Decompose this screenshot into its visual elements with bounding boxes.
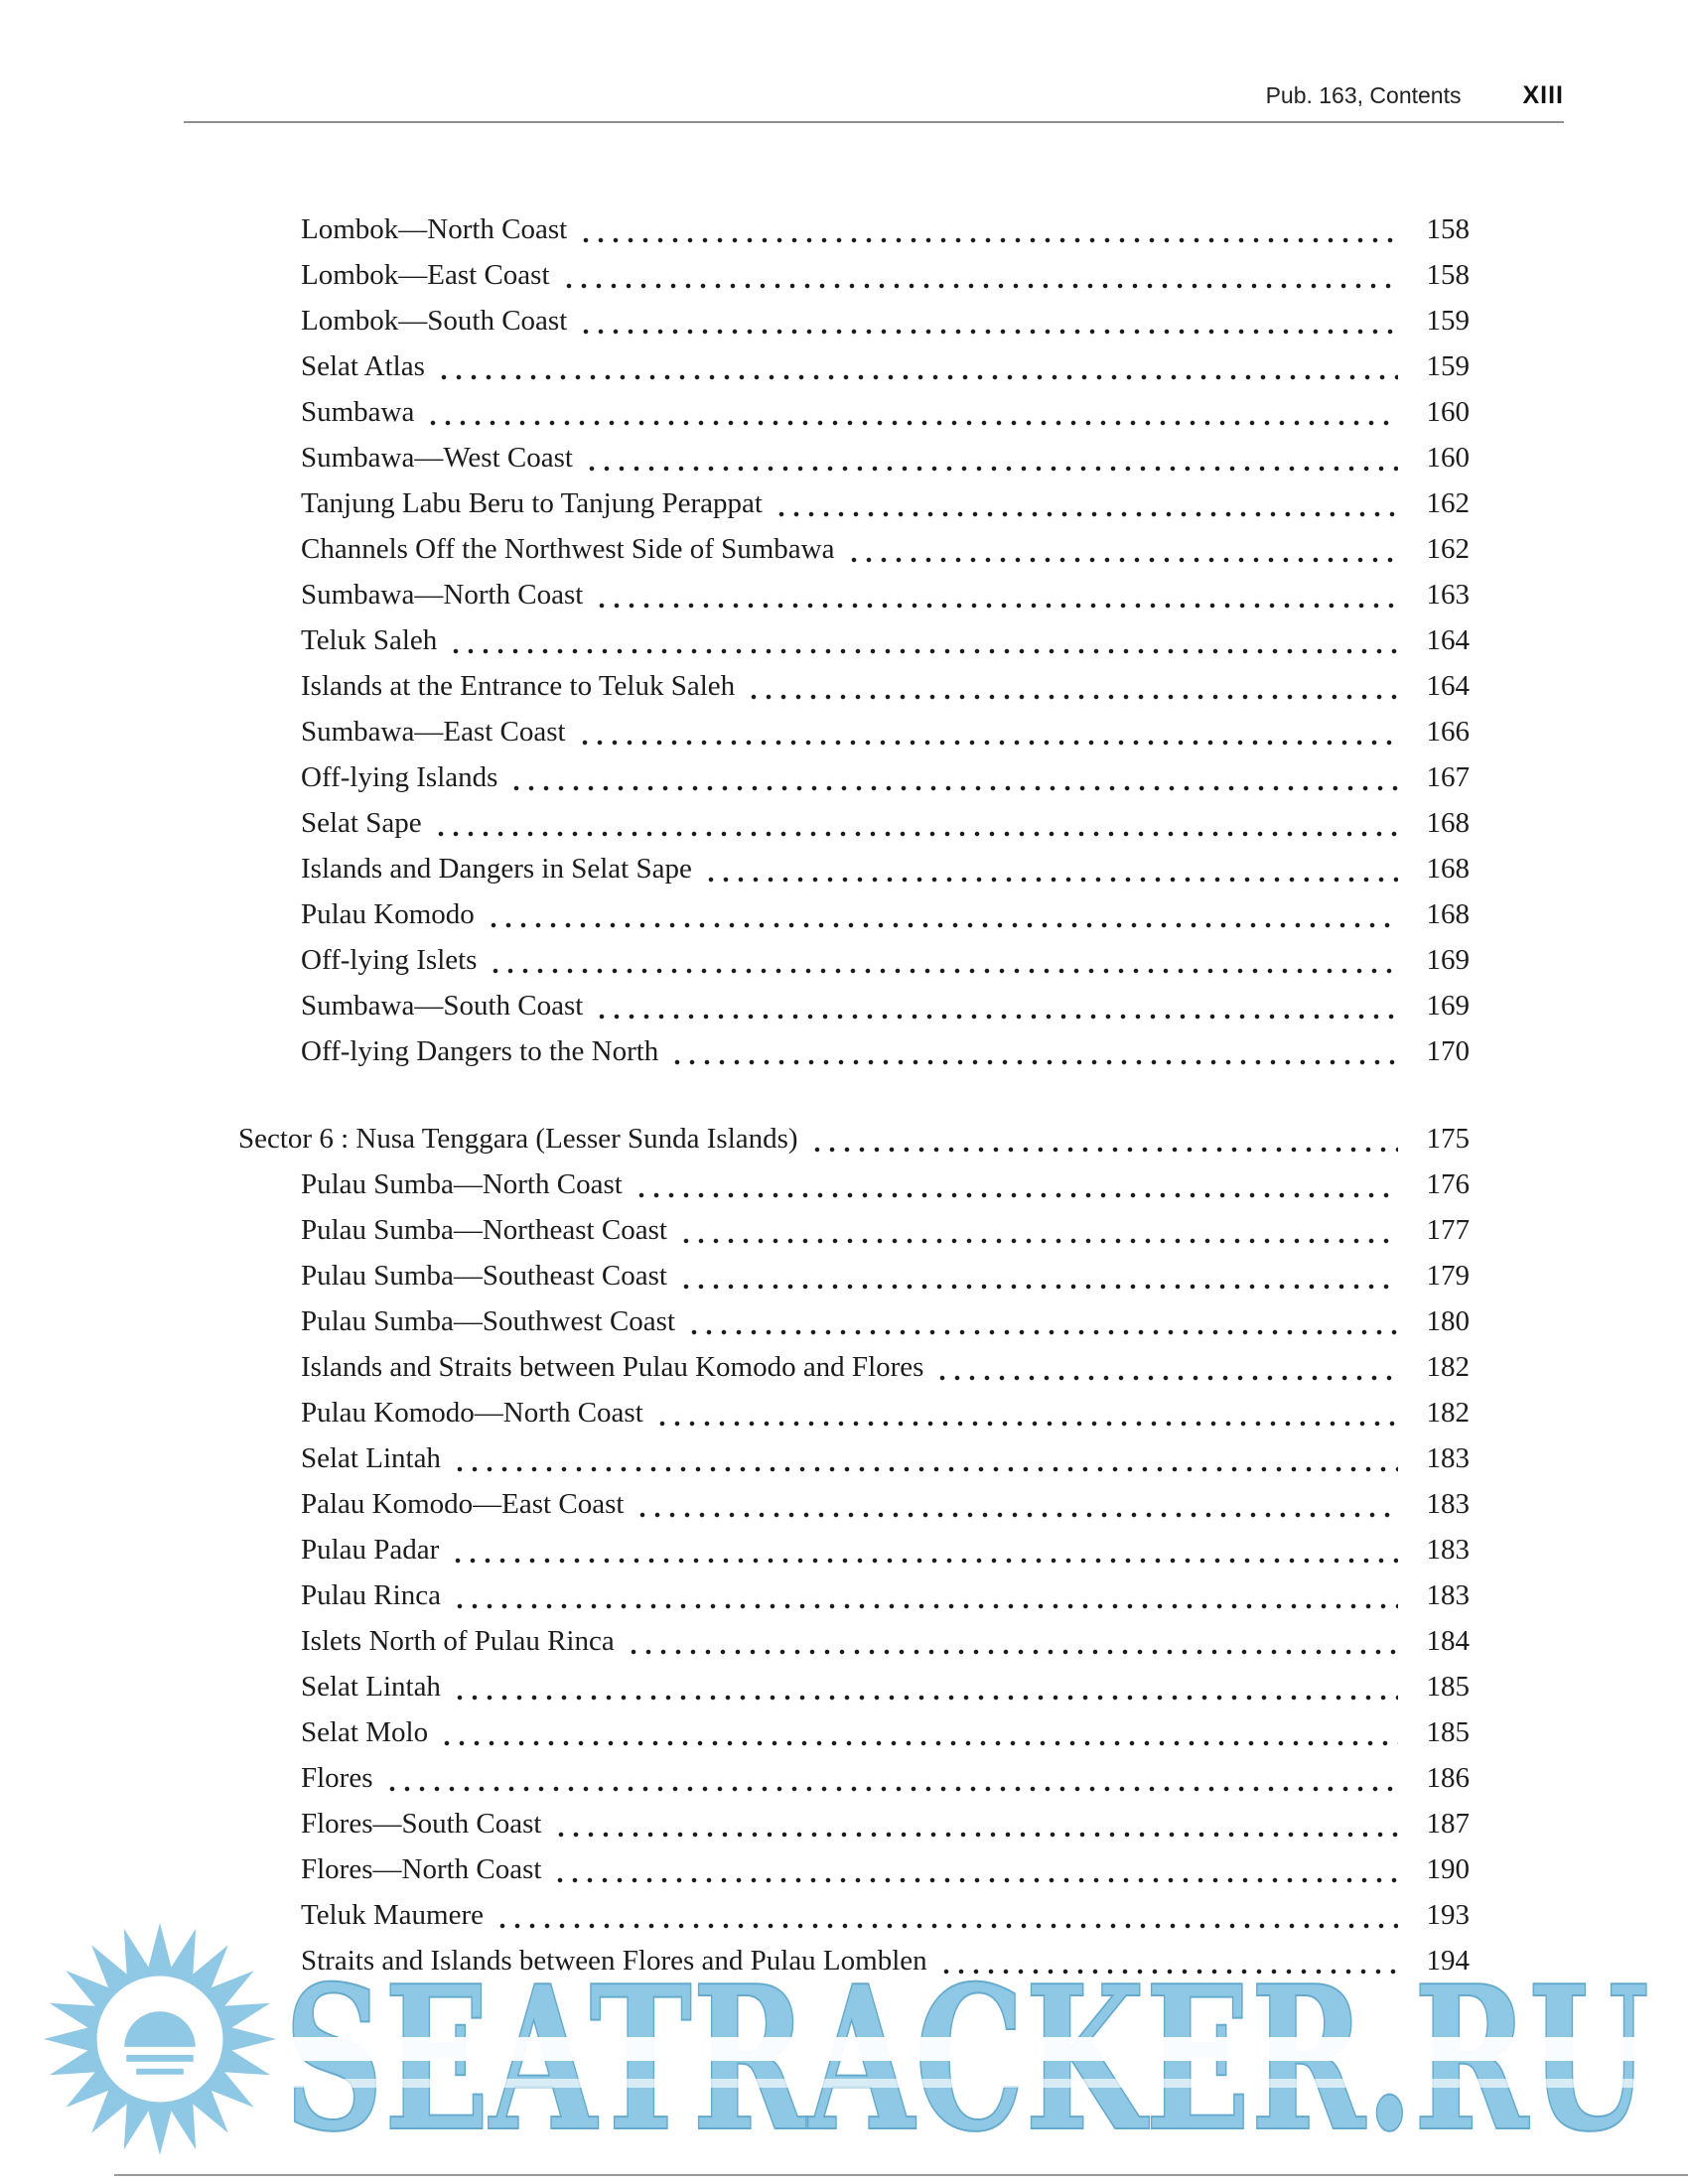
toc-entry-page-number: 190 — [1426, 1853, 1470, 1885]
dot-leader — [453, 1572, 1398, 1618]
toc-entry-page-number: 166 — [1426, 716, 1470, 748]
toc-entry — [238, 1664, 1470, 1709]
toc-entry-page-number: 169 — [1426, 944, 1470, 976]
dot-leader — [385, 1755, 1399, 1801]
toc-entry-page-number: 164 — [1426, 624, 1470, 656]
toc-entry-page-number: 175 — [1426, 1123, 1470, 1155]
dot-leader — [453, 1435, 1398, 1481]
toc-entry-title: Pulau Rinca — [301, 1579, 441, 1611]
toc-entry-title: Pulau Padar — [301, 1534, 440, 1566]
toc-section-entry — [238, 1116, 1470, 1161]
toc-entry-page-number: 182 — [1426, 1351, 1470, 1383]
toc-entry — [238, 1435, 1470, 1481]
toc-entry-title: Islands at the Entrance to Teluk Saleh — [301, 670, 736, 702]
dot-leader — [595, 572, 1398, 617]
toc-entry-page-number: 168 — [1426, 898, 1470, 930]
toc-entry-title: Pulau Sumba—Northeast Coast — [301, 1214, 667, 1246]
header-title: Pub. 163, Contents — [1265, 82, 1462, 108]
toc-entry-title: Off-lying Islets — [301, 944, 478, 976]
toc-entry-title: Lombok—South Coast — [301, 305, 568, 337]
dot-leader — [595, 983, 1398, 1028]
dot-leader — [679, 1207, 1398, 1253]
toc-entry-page-number: 183 — [1426, 1442, 1470, 1474]
toc-entry-title: Pulau Sumba—Southwest Coast — [301, 1305, 676, 1337]
dot-leader — [554, 1801, 1399, 1846]
toc-entry-page-number: 185 — [1426, 1716, 1470, 1748]
toc-entry — [238, 1253, 1470, 1298]
toc-entry-title: Sumbawa — [301, 396, 415, 428]
dot-leader — [487, 891, 1398, 937]
toc-entry — [238, 1801, 1470, 1846]
toc-entry-title: Selat Atlas — [301, 350, 425, 382]
dot-leader — [578, 709, 1398, 754]
dot-leader — [655, 1390, 1398, 1435]
toc-entry-title: Pulau Sumba—North Coast — [301, 1168, 623, 1200]
toc-entry-page-number: 187 — [1426, 1808, 1470, 1840]
toc-entry — [238, 937, 1470, 983]
toc-entry-page-number: 177 — [1426, 1214, 1470, 1246]
toc-entry — [238, 1298, 1470, 1344]
toc-entry — [238, 526, 1470, 572]
dot-leader — [509, 754, 1398, 800]
sun-logo-icon — [42, 1921, 278, 2157]
dot-leader — [489, 937, 1398, 983]
toc-entry — [238, 1161, 1470, 1207]
toc-entry — [238, 846, 1470, 891]
dot-leader — [635, 1481, 1398, 1527]
toc-entry-page-number: 186 — [1426, 1762, 1470, 1794]
toc-entry-title: Flores — [301, 1762, 373, 1794]
toc-entry-page-number: 160 — [1426, 396, 1470, 428]
toc-entry-page-number: 183 — [1426, 1534, 1470, 1566]
dot-leader — [670, 1028, 1398, 1074]
toc-entry — [238, 435, 1470, 480]
dot-leader — [579, 298, 1398, 343]
toc-entry-page-number: 162 — [1426, 487, 1470, 519]
toc-entry-title: Teluk Saleh — [301, 624, 438, 656]
dot-leader — [774, 480, 1398, 526]
toc-entry-title: Pulau Sumba—Southeast Coast — [301, 1260, 667, 1292]
toc-entry-page-number: 185 — [1426, 1671, 1470, 1703]
toc-entry-title: Flores—South Coast — [301, 1808, 542, 1840]
watermark-text-graphic — [284, 1920, 1659, 2158]
toc-entry-page-number: 158 — [1426, 259, 1470, 291]
toc-entry-page-number: 159 — [1426, 305, 1470, 337]
toc-entry-page-number: 182 — [1426, 1397, 1470, 1429]
toc-entry-title: Teluk Maumere — [301, 1899, 484, 1931]
dot-leader — [747, 663, 1398, 709]
toc-entry-title: Off-lying Islands — [301, 761, 498, 793]
toc-entry-title: Lombok—East Coast — [301, 259, 550, 291]
toc-entry-page-number: 183 — [1426, 1579, 1470, 1611]
toc-entry-page-number: 170 — [1426, 1035, 1470, 1067]
dot-leader — [553, 1846, 1398, 1892]
toc-entry — [238, 983, 1470, 1028]
toc-list — [238, 206, 1470, 1983]
toc-entry-title: Palau Komodo—East Coast — [301, 1488, 625, 1520]
dot-leader — [437, 343, 1398, 389]
toc-entry-page-number: 169 — [1426, 990, 1470, 1022]
watermark — [42, 1920, 1659, 2158]
toc-entry-title: Islands and Straits between Pulau Komodo and Flores — [301, 1351, 924, 1383]
toc-entry-page-number: 180 — [1426, 1305, 1470, 1337]
toc-entry — [238, 298, 1470, 343]
toc-entry-title: Selat Molo — [301, 1716, 429, 1748]
toc-entry-title: Selat Lintah — [301, 1442, 441, 1474]
toc-entry-title: Sector 6 : Nusa Tenggara (Lesser Sunda Islands) — [238, 1123, 798, 1155]
toc-entry — [238, 663, 1470, 709]
toc-entry-page-number: 194 — [1426, 1945, 1470, 1977]
toc-entry — [238, 252, 1470, 298]
toc-entry — [238, 1709, 1470, 1755]
toc-entry-page-number: 193 — [1426, 1899, 1470, 1931]
dot-leader — [451, 1527, 1398, 1572]
toc-entry-title: Pulau Komodo—North Coast — [301, 1397, 643, 1429]
toc-entry-page-number: 158 — [1426, 213, 1470, 245]
toc-entry-title: Tanjung Labu Beru to Tanjung Perappat — [301, 487, 763, 519]
toc-entry — [238, 1618, 1470, 1664]
toc-entry-title: Islets North of Pulau Rinca — [301, 1625, 615, 1657]
toc-entry — [238, 891, 1470, 937]
page-header — [184, 81, 1564, 110]
toc-entry-page-number: 184 — [1426, 1625, 1470, 1657]
toc-entry-page-number: 167 — [1426, 761, 1470, 793]
footer-rule — [114, 2174, 1688, 2176]
toc-entry — [238, 206, 1470, 252]
dot-leader — [579, 206, 1398, 252]
toc-entry-page-number: 164 — [1426, 670, 1470, 702]
toc-entry-title: Selat Lintah — [301, 1671, 441, 1703]
toc-entry-page-number: 160 — [1426, 442, 1470, 474]
toc-entry — [238, 1207, 1470, 1253]
toc-entry-title: Channels Off the Northwest Side of Sumbawa — [301, 533, 835, 565]
header-rule — [184, 121, 1564, 123]
dot-leader — [453, 1664, 1398, 1709]
toc-entry-page-number: 176 — [1426, 1168, 1470, 1200]
toc-entry — [238, 1527, 1470, 1572]
toc-entry-title: Off-lying Dangers to the North — [301, 1035, 659, 1067]
dot-leader — [627, 1618, 1398, 1664]
dot-leader — [679, 1253, 1398, 1298]
dot-leader — [847, 526, 1399, 572]
toc-entry — [238, 572, 1470, 617]
toc-entry-page-number: 168 — [1426, 807, 1470, 839]
toc-entry — [238, 480, 1470, 526]
dot-leader — [634, 1161, 1398, 1207]
toc-entry — [238, 1028, 1470, 1074]
toc-entry-title: Sumbawa—South Coast — [301, 990, 584, 1022]
toc-entry-page-number: 168 — [1426, 853, 1470, 885]
dot-leader — [562, 252, 1398, 298]
toc-entry-title: Sumbawa—East Coast — [301, 716, 566, 748]
toc-entry-title: Flores—North Coast — [301, 1853, 542, 1885]
toc-entry-title: Straits and Islands between Flores and Pulau Lomblen — [301, 1945, 927, 1977]
dot-leader — [935, 1344, 1398, 1390]
header-page-number: XIII — [1522, 81, 1564, 109]
dot-leader — [810, 1116, 1398, 1161]
toc-entry-page-number: 179 — [1426, 1260, 1470, 1292]
toc-entry-page-number: 183 — [1426, 1488, 1470, 1520]
toc-entry — [238, 343, 1470, 389]
toc-entry — [238, 1481, 1470, 1527]
dot-leader — [585, 435, 1398, 480]
toc-entry — [238, 754, 1470, 800]
dot-leader — [449, 617, 1398, 663]
toc-entry-page-number: 163 — [1426, 579, 1470, 611]
toc-entry-title: Lombok—North Coast — [301, 213, 568, 245]
toc-entry — [238, 709, 1470, 754]
dot-leader — [440, 1709, 1398, 1755]
toc-entry — [238, 1755, 1470, 1801]
toc-entry-page-number: 159 — [1426, 350, 1470, 382]
toc-entry — [238, 1572, 1470, 1618]
toc-entry-title: Selat Sape — [301, 807, 422, 839]
toc-entry-page-number: 162 — [1426, 533, 1470, 565]
dot-leader — [687, 1298, 1398, 1344]
dot-leader — [426, 389, 1398, 435]
toc-entry-title: Islands and Dangers in Selat Sape — [301, 853, 692, 885]
toc-entry — [238, 1390, 1470, 1435]
toc-entry-title: Sumbawa—North Coast — [301, 579, 584, 611]
toc-entry — [238, 1846, 1470, 1892]
toc-entry — [238, 389, 1470, 435]
dot-leader — [434, 800, 1398, 846]
toc-entry — [238, 800, 1470, 846]
toc-entry-title: Pulau Komodo — [301, 898, 475, 930]
dot-leader — [704, 846, 1398, 891]
toc-entry — [238, 1344, 1470, 1390]
toc-entry-title: Sumbawa—West Coast — [301, 442, 573, 474]
toc-entry — [238, 617, 1470, 663]
